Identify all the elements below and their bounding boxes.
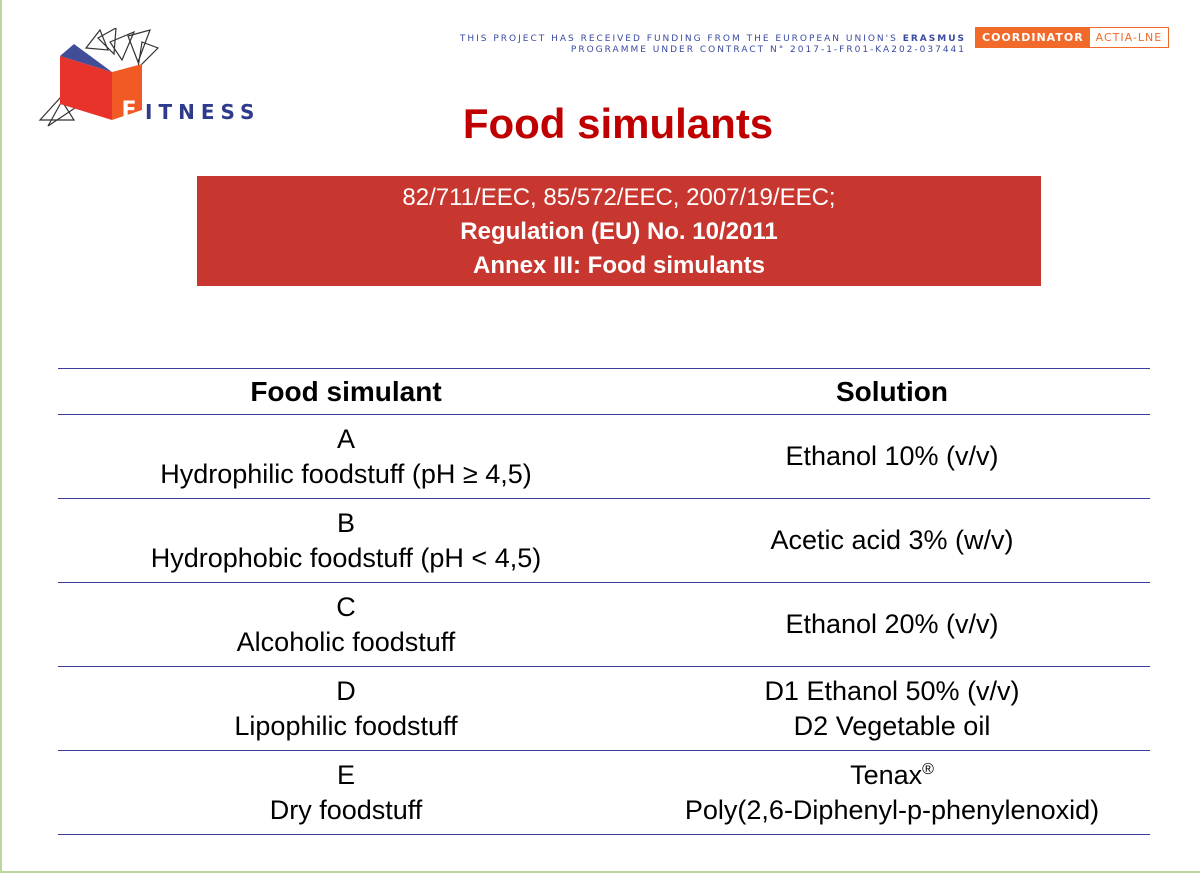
simulant-code: E [336, 759, 355, 790]
food-cell [58, 583, 634, 667]
logo-wordmark: ITNESS [145, 100, 261, 124]
solution-text: Poly(2,6-Diphenyl-p-phenylenoxid) [684, 794, 1100, 825]
solution-cell [634, 751, 1150, 835]
simulant-code: A [336, 423, 355, 454]
table-header-row [58, 369, 1150, 415]
simulant-code: C [336, 591, 356, 622]
foodstuff-type: Alcoholic foodstuff [236, 626, 456, 657]
page-title: Food simulants [462, 100, 774, 147]
solution-text: D2 Vegetable oil [793, 710, 991, 741]
table-row [58, 415, 1150, 499]
solution-text: Ethanol 20% (v/v) [785, 609, 999, 639]
foodstuff-type: Hydrophobic foodstuff (pH < 4,5) [150, 542, 542, 573]
table-row [58, 751, 1150, 835]
solution-cell [634, 583, 1150, 667]
solution-text: Ethanol 10% (v/v) [785, 441, 999, 471]
food-cell [58, 499, 634, 583]
header-food-simulant: Food simulant [58, 369, 634, 415]
foodstuff-type: Dry foodstuff [269, 794, 423, 825]
funding-line-1 [460, 34, 966, 45]
banner-annex: Annex III: Food simulants [472, 252, 766, 279]
food-cell [58, 415, 634, 499]
solution-cell [634, 667, 1150, 751]
registered-mark: ® [922, 760, 934, 778]
simulant-code: D [336, 675, 356, 706]
coordinator-badge [975, 27, 1169, 48]
funding-line-2: PROGRAMME UNDER CONTRACT N° 2017-1-FR01-KA202-037441 [570, 45, 966, 55]
banner-directives: 82/711/EEC, 85/572/EEC, 2007/19/EEC; [402, 184, 836, 211]
solution-text: D1 Ethanol 50% (v/v) [764, 675, 1020, 706]
coordinator-name: ACTIA-LNE [1090, 28, 1169, 47]
banner-regulation: Regulation (EU) No. 10/2011 [460, 218, 778, 245]
table-row [58, 583, 1150, 667]
solution-tenax: Tenax [850, 759, 923, 790]
solution-cell [634, 415, 1150, 499]
solution-text [634, 758, 1150, 793]
solution-cell [634, 499, 1150, 583]
solution-text: Acetic acid 3% (w/v) [770, 525, 1014, 555]
table-row [58, 667, 1150, 751]
header-solution: Solution [634, 369, 1150, 415]
logo-letter-f: F [121, 98, 137, 123]
funding-notice [460, 34, 966, 56]
food-cell [58, 751, 634, 835]
funding-line-1-text: THIS PROJECT HAS RECEIVED FUNDING FROM THE EUROPEAN UNION'S [459, 34, 898, 44]
foodstuff-type: Lipophilic foodstuff [234, 710, 458, 741]
food-cell [58, 667, 634, 751]
coordinator-label: COORDINATOR [976, 28, 1090, 47]
regulation-banner [197, 176, 1041, 286]
food-simulants-table [58, 368, 1150, 835]
table-row [58, 499, 1150, 583]
erasmus-label: ERASMUS [902, 34, 966, 44]
foodstuff-type: Hydrophilic foodstuff (pH ≥ 4,5) [160, 458, 532, 489]
simulant-code: B [336, 507, 355, 538]
